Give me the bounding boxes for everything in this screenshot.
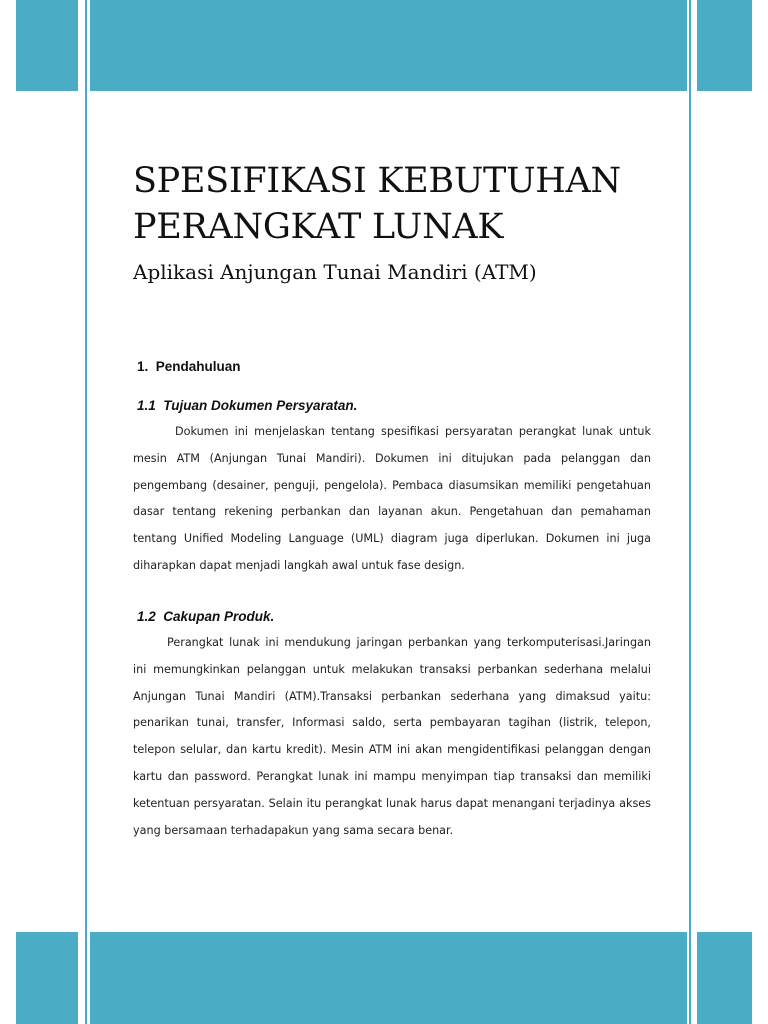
left-frame-line (85, 0, 87, 1024)
bottom-left-band (16, 932, 78, 1024)
subsection-heading-cakupan: 1.2 Cakupan Produk. (137, 609, 275, 624)
top-right-band (697, 0, 752, 91)
subsection-heading-tujuan: 1.1 Tujuan Dokumen Persyaratan. (137, 398, 358, 413)
title-line-2: PERANGKAT LUNAK (133, 207, 504, 247)
title-line-1: SPESIFIKASI KEBUTUHAN (133, 161, 621, 201)
top-left-band (16, 0, 78, 91)
paragraph-tujuan: Dokumen ini menjelaskan tentang spesifikasi persyaratan perangkat lunak untuk mesin ATM (Anjungan Tunai Mandiri). Dokumen ini ditujukan pada pelanggan dan pengembang (desainer, penguji, pengelola). Pembaca diasumsikan memiliki pengetahuan dasar tentang rekening perbankan dan layanan akun. Pengetahuan dan pemahaman tentang Unified Modeling Language (UML) diagram juga diperlukan. Dokumen ini juga diharapkan dapat menjadi langkah awal untuk fase design. (133, 425, 651, 572)
section-heading-pendahuluan: 1. Pendahuluan (137, 359, 241, 374)
document-title (133, 158, 663, 250)
bottom-right-band (697, 932, 752, 1024)
paragraph-cakupan: Perangkat lunak ini mendukung jaringan perbankan yang terkomputerisasi.Jaringan ini memungkinkan pelanggan untuk melakukan transaksi perbankan sederhana melalui Anjungan Tunai Mandiri (ATM).Transaksi perbankan sederhana yang dimaksud yaitu: penarikan tunai, transfer, Informasi saldo, serta pembayaran tagihan (listrik, telepon, telepon selular, dan kartu kredit). Mesin ATM ini akan mengidentifikasi pelanggan dengan kartu dan password. Perangkat lunak ini mampu menyimpan tiap transaksi dan memiliki ketentuan persyaratan. Selain itu perangkat lunak harus dapat menangani terjadinya akses yang bersamaan terhadapakun yang sama secara benar. (133, 636, 651, 837)
top-center-band (90, 0, 687, 91)
right-frame-line (689, 0, 691, 1024)
document-subtitle: Aplikasi Anjungan Tunai Mandiri (ATM) (133, 260, 537, 284)
bottom-center-band (90, 932, 687, 1024)
